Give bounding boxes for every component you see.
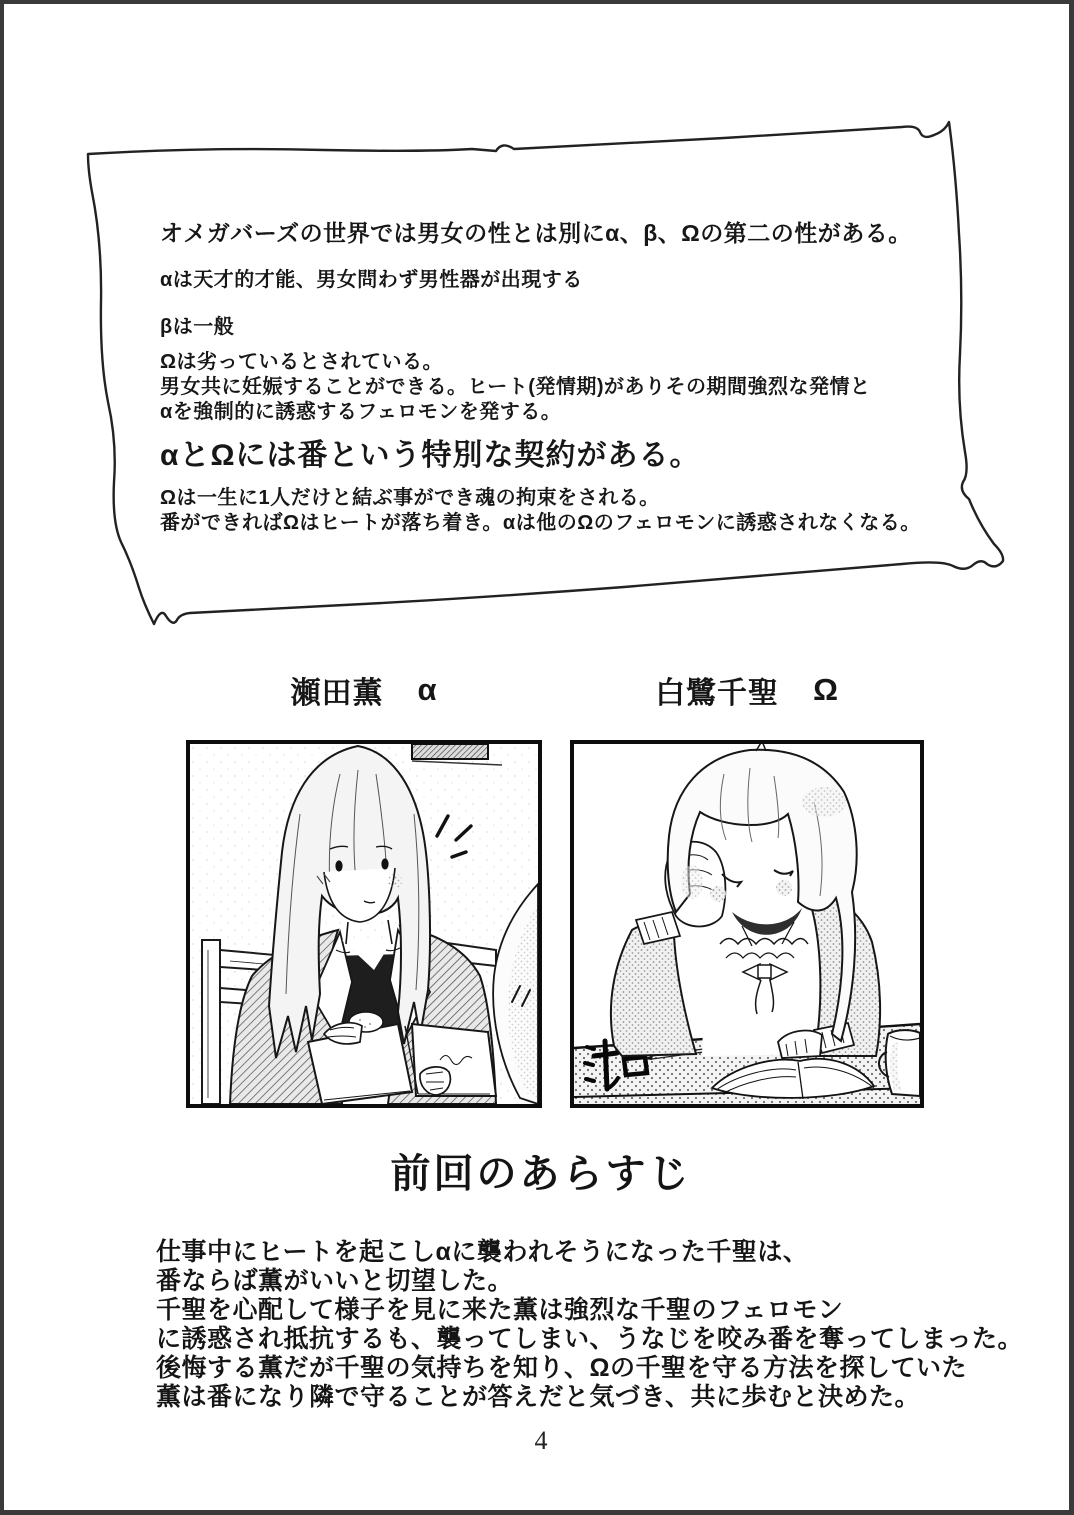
intro-line-8: Ωは一生に1人だけと結ぶ事ができ魂の拘束をされる。: [160, 487, 660, 509]
recap-heading: 前回のあらすじ: [390, 1151, 692, 1196]
recap-line-6: 薫は番になり隣で守ることが答えだと気づき、共に歩むと決めた。: [156, 1383, 921, 1411]
intro-line-7-emphasis: αとΩには番という特別な契約がある。: [160, 439, 701, 472]
intro-line-1: オメガバーズの世界では男女の性とは別にα、β、Ωの第二の性がある。: [160, 220, 912, 246]
recap-line-2: 番ならば薫がいいと切望した。: [156, 1267, 514, 1295]
left-eye: [335, 860, 342, 871]
intro-line-4: Ωは劣っているとされている。: [160, 351, 444, 373]
recap-line-5: 後悔する薫だが千聖の気持ちを知り、Ωの千聖を守る方法を探していた: [156, 1354, 968, 1382]
recap-line-1: 仕事中にヒートを起こしαに襲われそうになった千聖は、: [156, 1238, 809, 1266]
recap-line-4: に誘惑され抵抗するも、襲ってしまい、うなじを咬み番を奪ってしまった。: [156, 1325, 1024, 1353]
right-eye: [381, 858, 388, 869]
recap-line-3: 千聖を心配して様子を見に来た薫は強烈な千聖のフェロモン: [156, 1296, 844, 1324]
intro-line-2: αは天才的才能、男女問わず男性器が出現する: [160, 269, 583, 291]
chisato-name-text: 白鷺千聖: [655, 677, 780, 710]
chisato-illustration: [574, 744, 920, 1104]
panel-kaoru-illustration: [186, 740, 542, 1108]
kaoru-second-gender: α: [417, 672, 438, 707]
intro-line-5: 男女共に妊娠することができる。ヒート(発情期)がありその期間強烈な発情と: [160, 376, 871, 398]
intro-line-3: βは一般: [160, 316, 235, 338]
chisato-second-gender: Ω: [813, 672, 839, 707]
character-name-chisato: [570, 670, 924, 710]
panel-chisato-illustration: [570, 740, 924, 1108]
character-name-kaoru: [186, 670, 542, 710]
intro-line-6: αを強制的に誘惑するフェロモンを発する。: [160, 401, 562, 423]
kaoru-illustration: [190, 744, 538, 1104]
page-number: 4: [534, 1426, 548, 1455]
blush-dots: [388, 874, 402, 888]
kaoru-name-text: 瀬田薫: [290, 677, 384, 710]
blush-right: [776, 880, 792, 896]
intro-line-9: 番ができればΩはヒートが落ち着き。αは他のΩのフェロモンに誘惑されなくなる。: [160, 512, 921, 534]
blush-left: [710, 886, 726, 902]
